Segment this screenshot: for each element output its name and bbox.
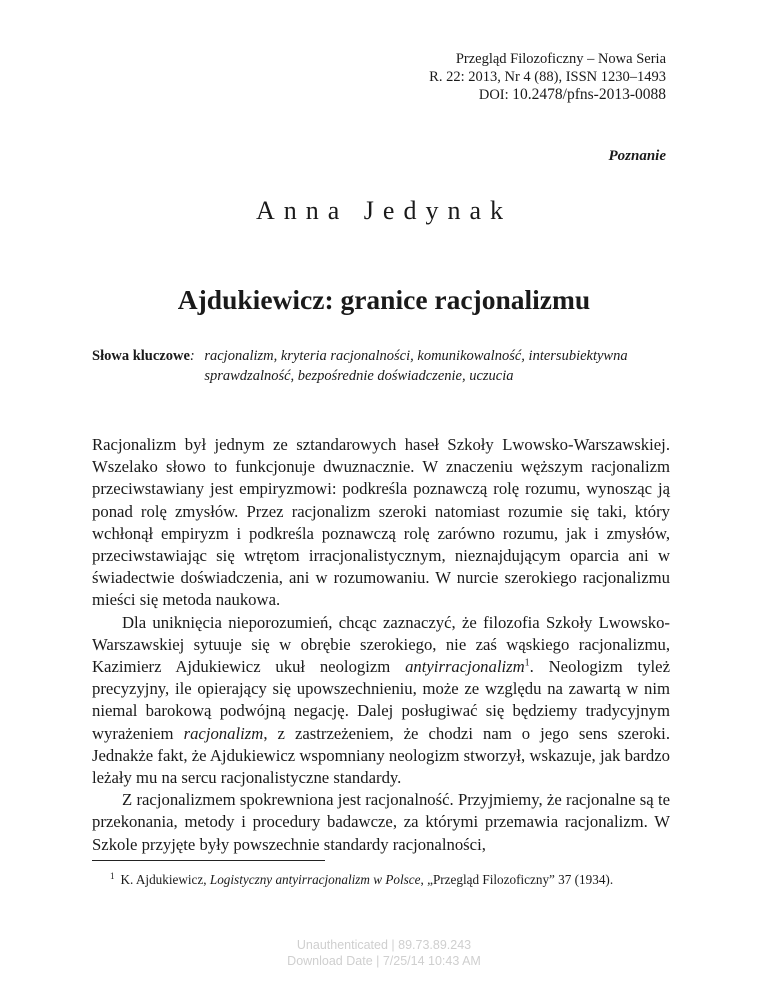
- paragraph-2: [92, 612, 670, 790]
- doi-label: DOI:: [478, 87, 509, 103]
- footnote-ref-1[interactable]: 1: [524, 657, 530, 669]
- article-body: [92, 434, 670, 856]
- footnote-divider: [92, 860, 325, 861]
- term-racjonalizm: racjonalizm: [183, 723, 264, 743]
- paragraph-1: Racjonalizm był jednym ze sztandarowych haseł Szkoły Lwowsko-Warszawskiej. Wszelako słowo to funkcjonuje dwuznacznie. W znaczeniu węższym racjonalizm przeciwstawiany jest empiryzmowi: podkreśla poznawczą rolę rozumu, wynosząc ją ponad rolę zmysłów. Przez racjonalizm szeroki natomiast rozumie się taki, który wchłonął empiryzm i podkreśla poznawczą rolę zarówno rozumu, jak i zmysłów, przeciwstawiając się wtrętom irracjonalistycznym, nieznajdującym oparcia ani w świadectwie doświadczenia, ani w rozumowaniu. W nurcie szerokiego racjonalizmu mieści się metoda naukowa.: [92, 435, 670, 610]
- doi-line: [429, 86, 666, 104]
- journal-issue: R. 22: 2013, Nr 4 (88), ISSN 1230–1493: [429, 69, 666, 85]
- keywords-colon: :: [189, 348, 199, 364]
- author-name: Anna Jedynak: [255, 196, 512, 225]
- watermark-ip: Unauthenticated | 89.73.89.243: [296, 938, 472, 952]
- paragraph-2-part-c: , z zastrzeżeniem, że chodzi nam o jego sens szeroki. Jednakże fakt, że Ajdukiewicz wspomniany neologizm stworzył, wskazuje, jak bardzo leżały mu na sercu racjonalistyczne standardy.: [92, 723, 670, 788]
- keywords-block: [92, 346, 682, 386]
- keywords-text: racjonalizm, kryteria racjonalności, komunikowalność, intersubiektywna sprawdzalność, bezpośrednie doświadczenie, uczucia: [204, 348, 628, 384]
- footnote-number: 1: [110, 870, 115, 881]
- journal-name: Przegląd Filozoficzny – Nowa Seria: [455, 51, 666, 67]
- doi-value: 10.2478/pfns-2013-0088: [512, 86, 666, 103]
- term-antyirracjonalizm: antyirracjonalizm: [405, 657, 525, 677]
- journal-header: [429, 50, 666, 104]
- watermark-date: Download Date | 7/25/14 10:43 AM: [287, 954, 481, 968]
- paragraph-3: Z racjonalizmem spokrewniona jest racjonalność. Przyjmiemy, że racjonalne są te przekonania, metody i procedury badawcze, za którymi przemawia racjonalizm. W Szkole przyjęte były powszechnie standardy racjonalności,: [92, 790, 670, 854]
- keywords-label: Słowa kluczowe: [92, 348, 190, 364]
- section-label: Poznanie: [608, 148, 666, 164]
- paragraph-2-part-a: Dla uniknięcia nieporozumień, chcąc zaznaczyć, że filozofia Szkoły Lwowsko-Warszawskiej sytuuje się w obrębie szerokiego, nie zaś wąskiego racjonalizmu, Kazimierz Ajdukiewicz ukuł neologizm: [92, 612, 670, 677]
- footnote-part-b: , „Przegląd Filozoficzny” 37 (1934).: [420, 872, 614, 887]
- footnote-part-a: K. Ajdukiewicz,: [120, 872, 210, 887]
- download-watermark: [0, 937, 768, 969]
- article-title: Ajdukiewicz: granice racjonalizmu: [177, 284, 591, 315]
- paragraph-2-part-b: . Neologizm tyleż precyzyjny, ile opierający się upowszechnieniu, może ze względu na zawartą w nim niemal barokową podwójną negację. Dalej posługiwać się będziemy tradycyjnym wyrażeniem: [92, 657, 670, 743]
- footnote-1: [92, 871, 670, 889]
- footnote-work-title: Logistyczny antyirracjonalizm w Polsce: [209, 872, 421, 887]
